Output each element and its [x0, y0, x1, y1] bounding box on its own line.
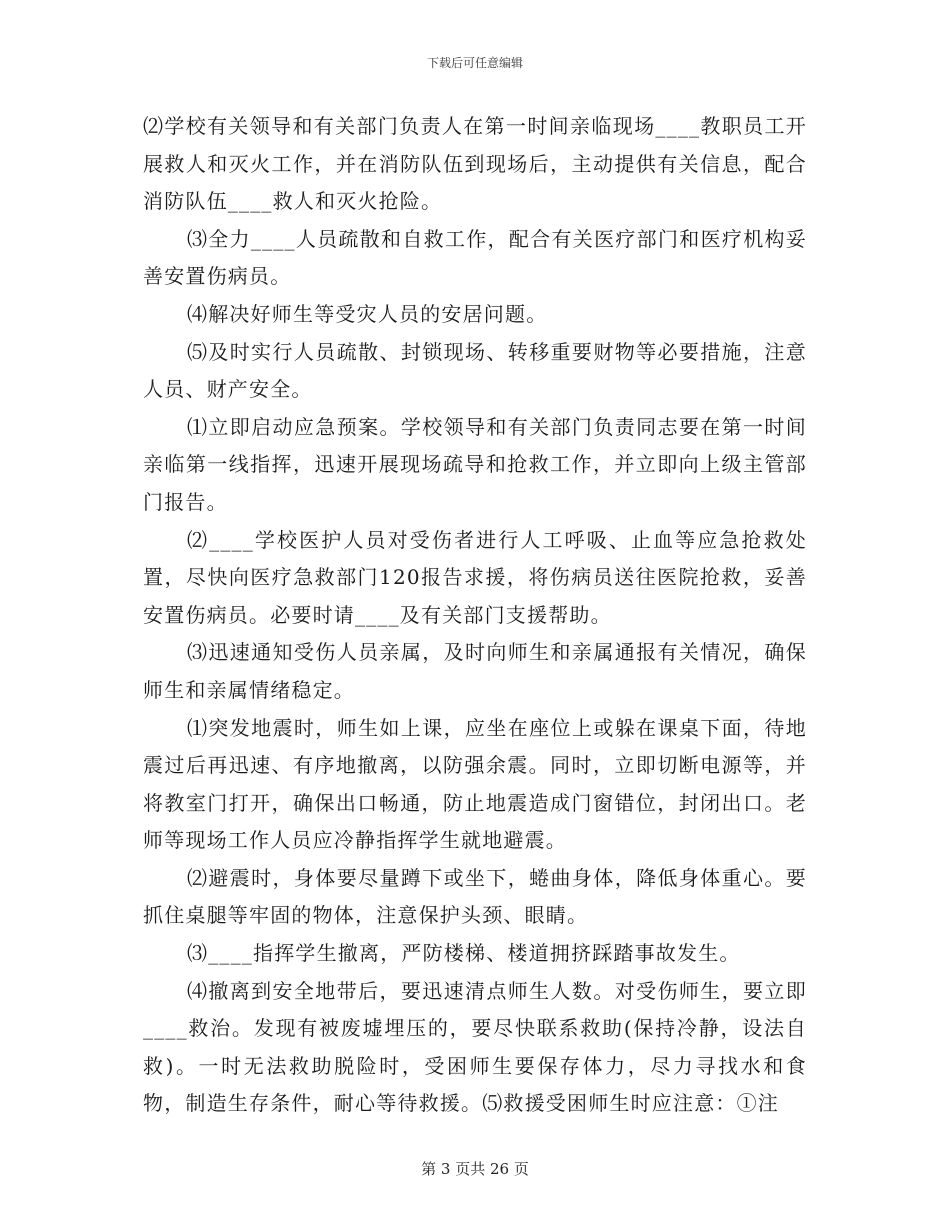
body-text: [143, 108, 807, 1123]
paragraph: ⑴立即启动应急预案。学校领导和有关部门负责同志要在第一时间亲临第一线指挥，迅速开展现场疏导和抢救工作，并立即向上级主管部门报告。: [143, 414, 807, 514]
paragraph: ⑴突发地震时，师生如上课，应坐在座位上或躲在课桌下面，待地震过后再迅速、有序地撤离，以防强余震。同时，立即切断电源等，并将教室门打开，确保出口畅通，防止地震造成门窗错位，封闭出口。老师等现场工作人员应冷静指挥学生就地避震。: [143, 715, 807, 853]
paragraph: ⑸及时实行人员疏散、封锁现场、转移重要财物等必要措施，注意人员、财产安全。: [143, 339, 807, 402]
paragraph: ⑵避震时，身体要尽量蹲下或坐下，蜷曲身体，降低身体重心。要抓住桌腿等牢固的物体，注意保护头颈、眼睛。: [143, 865, 807, 928]
paragraph: ⑶迅速通知受伤人员亲属，及时向师生和亲属通报有关情况，确保师生和亲属情绪稳定。: [143, 640, 807, 702]
paragraph: ⑷撤离到安全地带后，要迅速清点师生人数。对受伤师生，要立即____救治。发现有被废墟埋压的，要尽快联系救助(保持冷静，设法自救)。一时无法救助脱险时，受困师生要保存体力，尽力寻找水和食物，制造生存条件，耐心等待救援。⑸救援受困师生时应注意：①注: [143, 978, 807, 1116]
paragraph: ⑵学校有关领导和有关部门负责人在第一时间亲临现场____教职员工开展救人和灭火工作，并在消防队伍到现场后，主动提供有关信息，配合消防队伍____救人和灭火抢险。: [143, 114, 807, 214]
page-header: 下载后可任意编辑: [426, 56, 523, 70]
page-footer: 第 3 页共 26 页: [421, 1160, 529, 1178]
paragraph: ⑶全力____人员疏散和自救工作，配合有关医疗部门和医疗机构妥善安置伤病员。: [143, 226, 807, 289]
paragraph: ⑵____学校医护人员对受伤者进行人工呼吸、止血等应急抢救处置，尽快向医疗急救部门120报告求援，将伤病员送往医院抢救，妥善安置伤病员。必要时请____及有关部门支援帮助。: [143, 527, 807, 627]
paragraph: ⑷解决好师生等受灾人员的安居问题。: [187, 301, 548, 326]
paragraph: ⑶____指挥学生撤离，严防楼梯、楼道拥挤踩踏事故发生。: [187, 941, 741, 966]
